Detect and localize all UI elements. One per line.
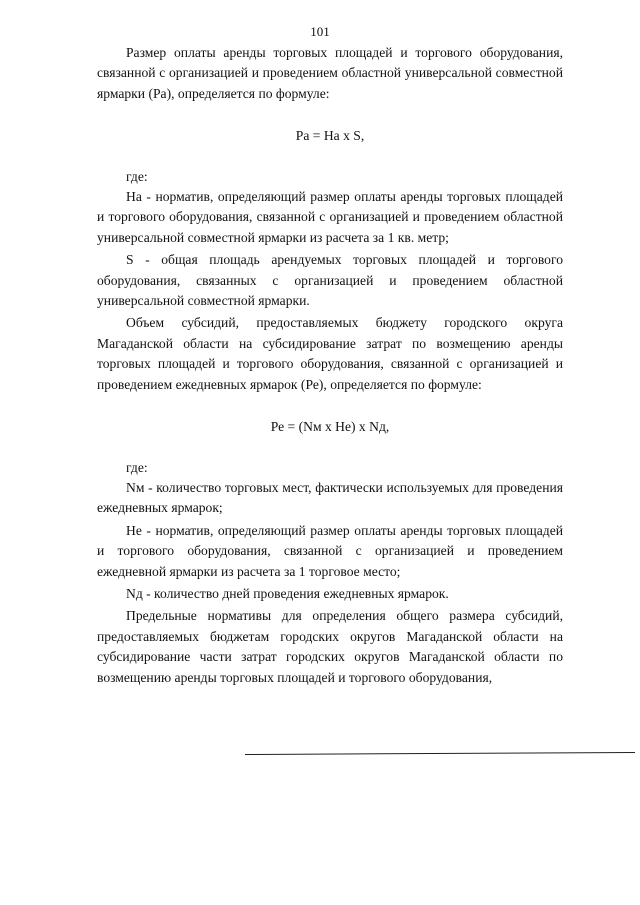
where-label-2: где: <box>126 459 148 475</box>
definition-s: S - общая площадь арендуемых торговых площадей и торгового оборудования, связанных с организацией и проведением областной универсальной совместной ярмарки. <box>97 252 563 309</box>
document-body <box>97 43 563 688</box>
formula-re: Ре = (Nм х Не) х Nд, <box>270 419 390 435</box>
definition-nm: Nм - количество торговых мест, фактически используемых для проведения ежедневных ярмарок; <box>97 479 563 516</box>
page-number: 101 <box>310 24 330 39</box>
paragraph-intro-ra: Размер оплаты аренды торговых площадей и торгового оборудования, связанной с организацией и проведением областной универсальной совместной ярмарки (Ра), определяется по формуле: <box>97 45 563 101</box>
formula-ra: Ра = На х S, <box>295 128 365 144</box>
paragraph-final: Предельные нормативы для определения общего размера субсидий, предоставляемых бюджетам городских округов Магаданской области на субсидирование части затрат городских округов Магаданской области по возмещению аренды торговых площадей и торгового оборудования, <box>97 608 563 685</box>
definition-nd: Nд - количество дней проведения ежедневных ярмарок. <box>126 585 449 601</box>
footer-rule <box>245 752 635 755</box>
definition-na: На - норматив, определяющий размер оплаты аренды торговых площадей и торгового оборудования, связанной с организацией и проведением областной универсальной совместной ярмарки из расчета за 1 кв. метр; <box>97 189 563 245</box>
where-label-1: где: <box>126 168 148 184</box>
paragraph-intro-re: Объем субсидий, предоставляемых бюджету городского округа Магаданской области на субсидирование затрат по возмещению аренды торговых площадей и торгового оборудования, связанной с организацией и проведением ежедневных ярмарок (Ре), определяется по формуле: <box>97 315 563 392</box>
definition-ne: Не - норматив, определяющий размер оплаты аренды торговых площадей и торгового оборудования, связанной с организацией и проведением ежедневной ярмарки из расчета за 1 торговое место; <box>97 522 563 579</box>
